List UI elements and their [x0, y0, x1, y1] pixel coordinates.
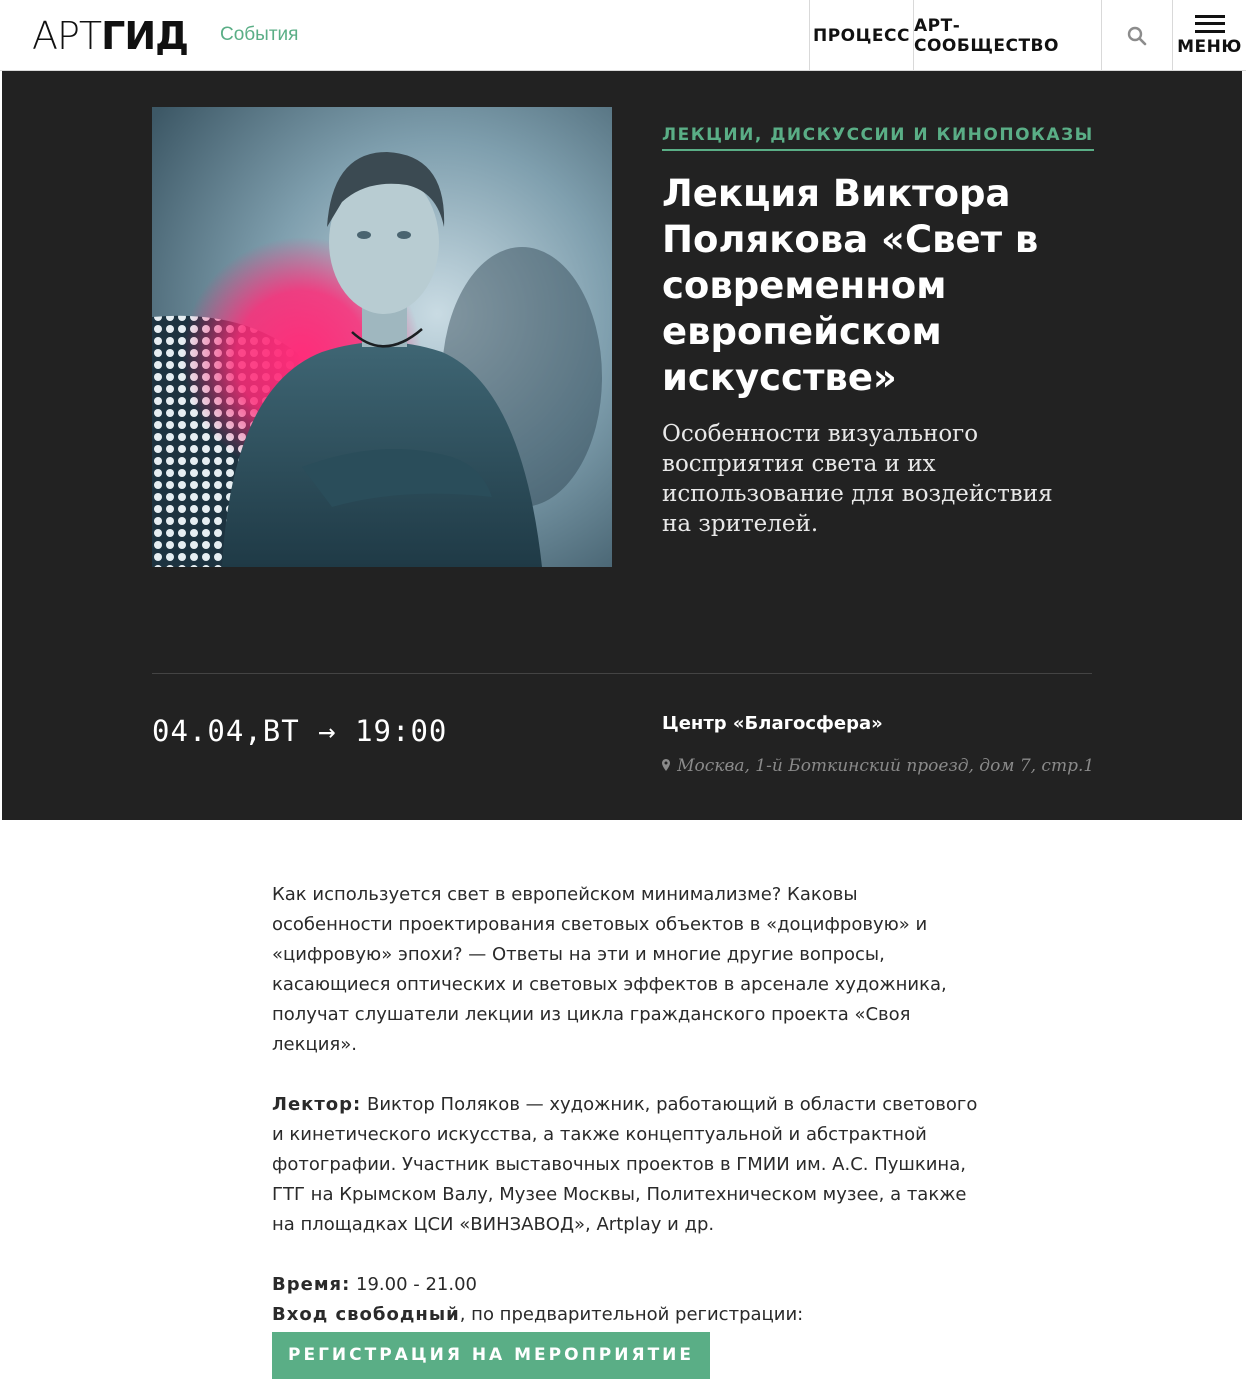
event-description — [272, 880, 982, 1379]
event-hero — [2, 71, 1242, 820]
arrow-right-icon: → — [318, 714, 337, 748]
time-value: 19.00 - 21.00 — [350, 1274, 478, 1295]
lecturer-text: Виктор Поляков — художник, работающий в области светового и кинетического искусства, а также концептуальной и абстрактной фотографии. Участник выставочных проектов в ГМИИ им. А.С. Пушкина, ГТГ на Крымском Валу, Музее Москвы, Политехническом музее, а также на площадках ЦСИ «ВИНЗАВОД», Artplay и др. — [272, 1094, 978, 1235]
lecturer-photo — [152, 107, 612, 567]
lecturer-paragraph — [272, 1090, 982, 1240]
menu-label: МЕНЮ — [1177, 36, 1242, 57]
event-title: Лекция Виктора Полякова «Свет в современном европейском искусстве» — [662, 172, 1039, 399]
lecturer-label: Лектор: — [272, 1094, 362, 1115]
register-button[interactable]: РЕГИСТРАЦИЯ НА МЕРОПРИЯТИЕ — [272, 1332, 710, 1379]
entry-line — [272, 1300, 982, 1330]
address-text: Москва, 1-й Боткинский проезд, дом 7, стр.1 — [677, 756, 1095, 776]
entry-text: , по предварительной регистрации: — [459, 1304, 804, 1325]
map-pin-icon — [662, 760, 674, 775]
main-nav — [809, 0, 1246, 71]
time-line — [272, 1270, 982, 1300]
logo-part-thin: АРТ — [32, 14, 102, 58]
event-datetime — [152, 714, 447, 748]
event-venue[interactable]: Центр «Благосфера» — [662, 713, 883, 734]
site-logo[interactable] — [32, 15, 188, 57]
event-category-link[interactable]: ЛЕКЦИИ, ДИСКУССИИ И КИНОПОКАЗЫ — [662, 125, 1094, 151]
event-time: 19:00 — [355, 714, 448, 748]
time-label: Время: — [272, 1274, 351, 1295]
event-date: 04.04,ВТ — [152, 714, 300, 748]
search-button[interactable] — [1101, 0, 1172, 71]
event-address — [662, 756, 1094, 776]
event-subtitle: Особенности визуального восприятия света и их использование для воздействия на зрителей. — [662, 421, 1053, 537]
hero-divider — [152, 673, 1092, 674]
logo-part-bold: ГИД — [101, 14, 188, 58]
nav-item-process[interactable]: ПРОЦЕСС — [809, 0, 913, 71]
section-link-events[interactable]: События — [220, 24, 299, 45]
intro-paragraph: Как используется свет в европейском минимализме? Каковы особенности проектирования световых объектов в «доцифровую» и «цифровую» эпохи? — Ответы на эти и многие другие вопросы, касающиеся оптических и световых эффектов в арсенале художника, получат слушатели лекции из цикла гражданского проекта «Своя лекция». — [272, 884, 947, 1055]
menu-button[interactable] — [1172, 0, 1246, 71]
search-icon — [1127, 26, 1147, 46]
entry-label: Вход свободный — [272, 1304, 460, 1325]
hamburger-icon — [1195, 15, 1225, 33]
nav-item-art-community[interactable]: АРТ-СООБЩЕСТВО — [913, 0, 1101, 71]
site-header — [0, 0, 1246, 71]
